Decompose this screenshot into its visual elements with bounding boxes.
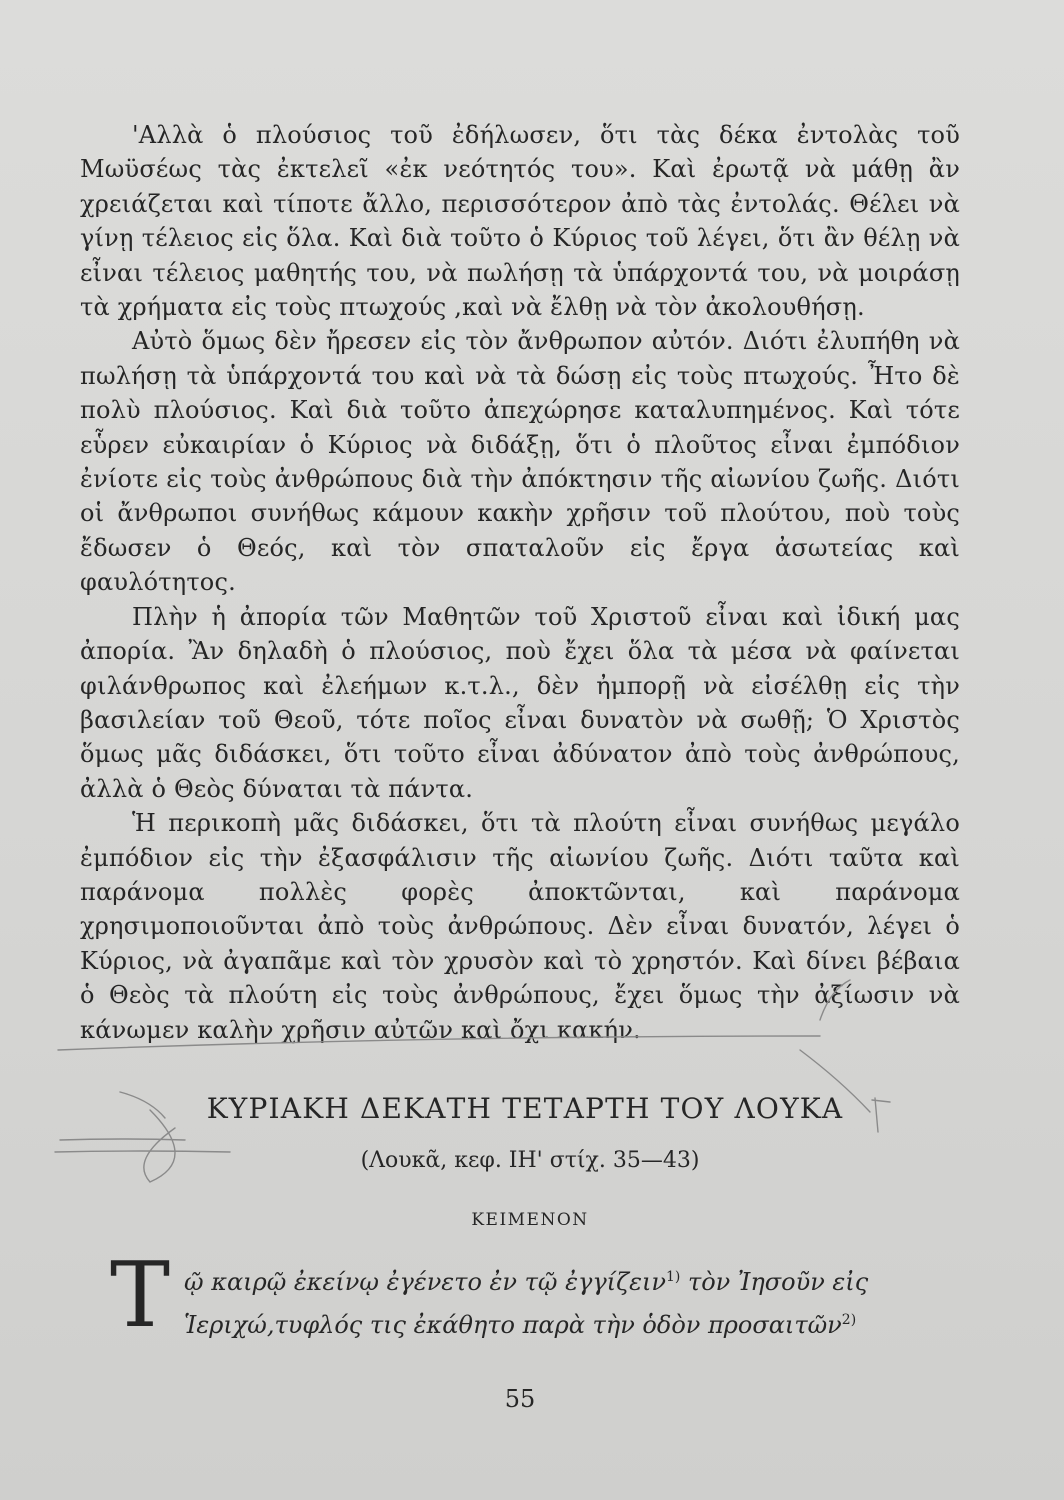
scripture-text-part-1: ῷ καιρῷ ἐκείνῳ ἐγένετο ἐν τῷ ἐγγίζειν — [184, 1268, 666, 1296]
page-number: 55 — [504, 1385, 536, 1413]
paragraph-1: 'Αλλὰ ὁ πλούσιος τοῦ ἐδήλωσεν, ὅτι τὰς δέκα ἐντολὰς τοῦ Μωϋσέως τὰς ἐκτελεῖ «ἐκ νεότητός του». Καὶ ἐρωτᾷ νὰ μάθῃ ἂν χρειάζεται καὶ τίποτε ἄλλο, περισσότερον ἀπὸ τὰς ἐντολάς. Θέλει νὰ γίνῃ τέλειος εἰς ὅλα. Καὶ διὰ τοῦτο ὁ Κύριος τοῦ λέγει, ὅτι ἂν θέλῃ νὰ εἶναι τέλειος μαθητής του, νὰ πωλήσῃ τὰ ὑπάρχοντά του, νὰ μοιράσῃ τὰ χρήματα εἰς τοὺς πτωχούς ,καὶ νὰ ἔλθῃ νὰ τὸν ἀκολουθήσῃ. — [80, 121, 960, 322]
scripture-text-part-2: τὸν Ἰησοῦν εἰς Ἱεριχώ,τυφλός τις ἐκάθητο παρὰ τὴν ὁδὸν προσαιτῶν — [184, 1268, 869, 1339]
footnote-marker-2: 2) — [841, 1312, 857, 1328]
footnote-marker-1: 1) — [665, 1269, 681, 1285]
paragraph-2: Αὐτὸ ὅμως δὲν ἤρεσεν εἰς τὸν ἄνθρωπον αὐτόν. Διότι ἐλυπήθη νὰ πωλήσῃ τὰ ὑπάρχοντά του καὶ νὰ τὰ δώσῃ εἰς τοὺς πτωχούς. Ἦτο δὲ πολὺ πλούσιος. Καὶ διὰ τοῦτο ἀπεχώρησε καταλυπημένος. Καὶ τότε εὗρεν εὐκαιρίαν ὁ Κύριος νὰ διδάξῃ, ὅτι ὁ πλοῦτος εἶναι ἐμπόδιον ἐνίοτε εἰς τοὺς ἀνθρώπους διὰ τὴν ἀπόκτησιν τῆς αἰωνίου ζωῆς. Διότι οἱ ἄνθρωποι συνήθως κάμουν κακὴν χρῆσιν τοῦ πλούτου, ποὺ τοὺς ἔδωσεν ὁ Θεός, καὶ τὸν σπαταλοῦν εἰς ἔργα ἀσωτείας καὶ φαυλότητος. — [80, 327, 960, 597]
drop-cap: Τ — [110, 1243, 171, 1348]
paragraph-3: Πλὴν ἡ ἀπορία τῶν Μαθητῶν τοῦ Χριστοῦ εἶναι καὶ ἰδική μας ἀπορία. Ἂν δηλαδὴ ὁ πλούσιος, ποὺ ἔχει ὅλα τὰ μέσα νὰ φαίνεται φιλάνθρωπος καὶ ἐλεήμων κ.τ.λ., δὲν ἠμπορῇ νὰ εἰσέλθῃ εἰς τὴν βασιλείαν τοῦ Θεοῦ, τότε ποῖος εἶναι δυνατὸν νὰ σωθῇ; Ὁ Χριστὸς ὅμως μᾶς διδάσκει, ὅτι τοῦτο εἶναι ἀδύνατον ἀπὸ τοὺς ἀνθρώπους, ἀλλὰ ὁ Θεὸς δύναται τὰ πάντα. — [80, 602, 960, 803]
section-heading: ΚΥΡΙΑΚΗ ΔΕΚΑΤΗ ΤΕΤΑΡΤΗ ΤΟΥ ΛΟΥΚΑ — [206, 1092, 844, 1125]
scripture-reference: (Λουκᾶ, κεφ. ΙΗ' στίχ. 35—43) — [360, 1148, 700, 1173]
text-subheading: ΚΕΙΜΕΝΟΝ — [471, 1210, 589, 1230]
paragraph-4: Ἡ περικοπὴ μᾶς διδάσκει, ὅτι τὰ πλούτη εἶναι συνήθως μεγάλο ἐμπόδιον εἰς τὴν ἐξασφάλισιν τῆς αἰωνίου ζωῆς. Διότι ταῦτα καὶ παράνομα πολλὲς φορὲς ἀποκτῶνται, καὶ παράνομα χρησιμοποιοῦνται ἀπὸ τοὺς ἀνθρώπους. Δὲν εἶναι δυνατόν, λέγει ὁ Κύριος, νὰ ἀγαπᾶμε καὶ τὸν χρυσὸν καὶ τὸ χρηστόν. Καὶ δίνει βέβαια ὁ Θεὸς τὰ πλούτη εἰς τοὺς ἀνθρώπους, ἔχει ὅμως τὴν ἀξίωσιν νὰ κάνωμεν καλὴν χρῆσιν αὐτῶν καὶ ὄχι κακήν. — [80, 809, 960, 1044]
